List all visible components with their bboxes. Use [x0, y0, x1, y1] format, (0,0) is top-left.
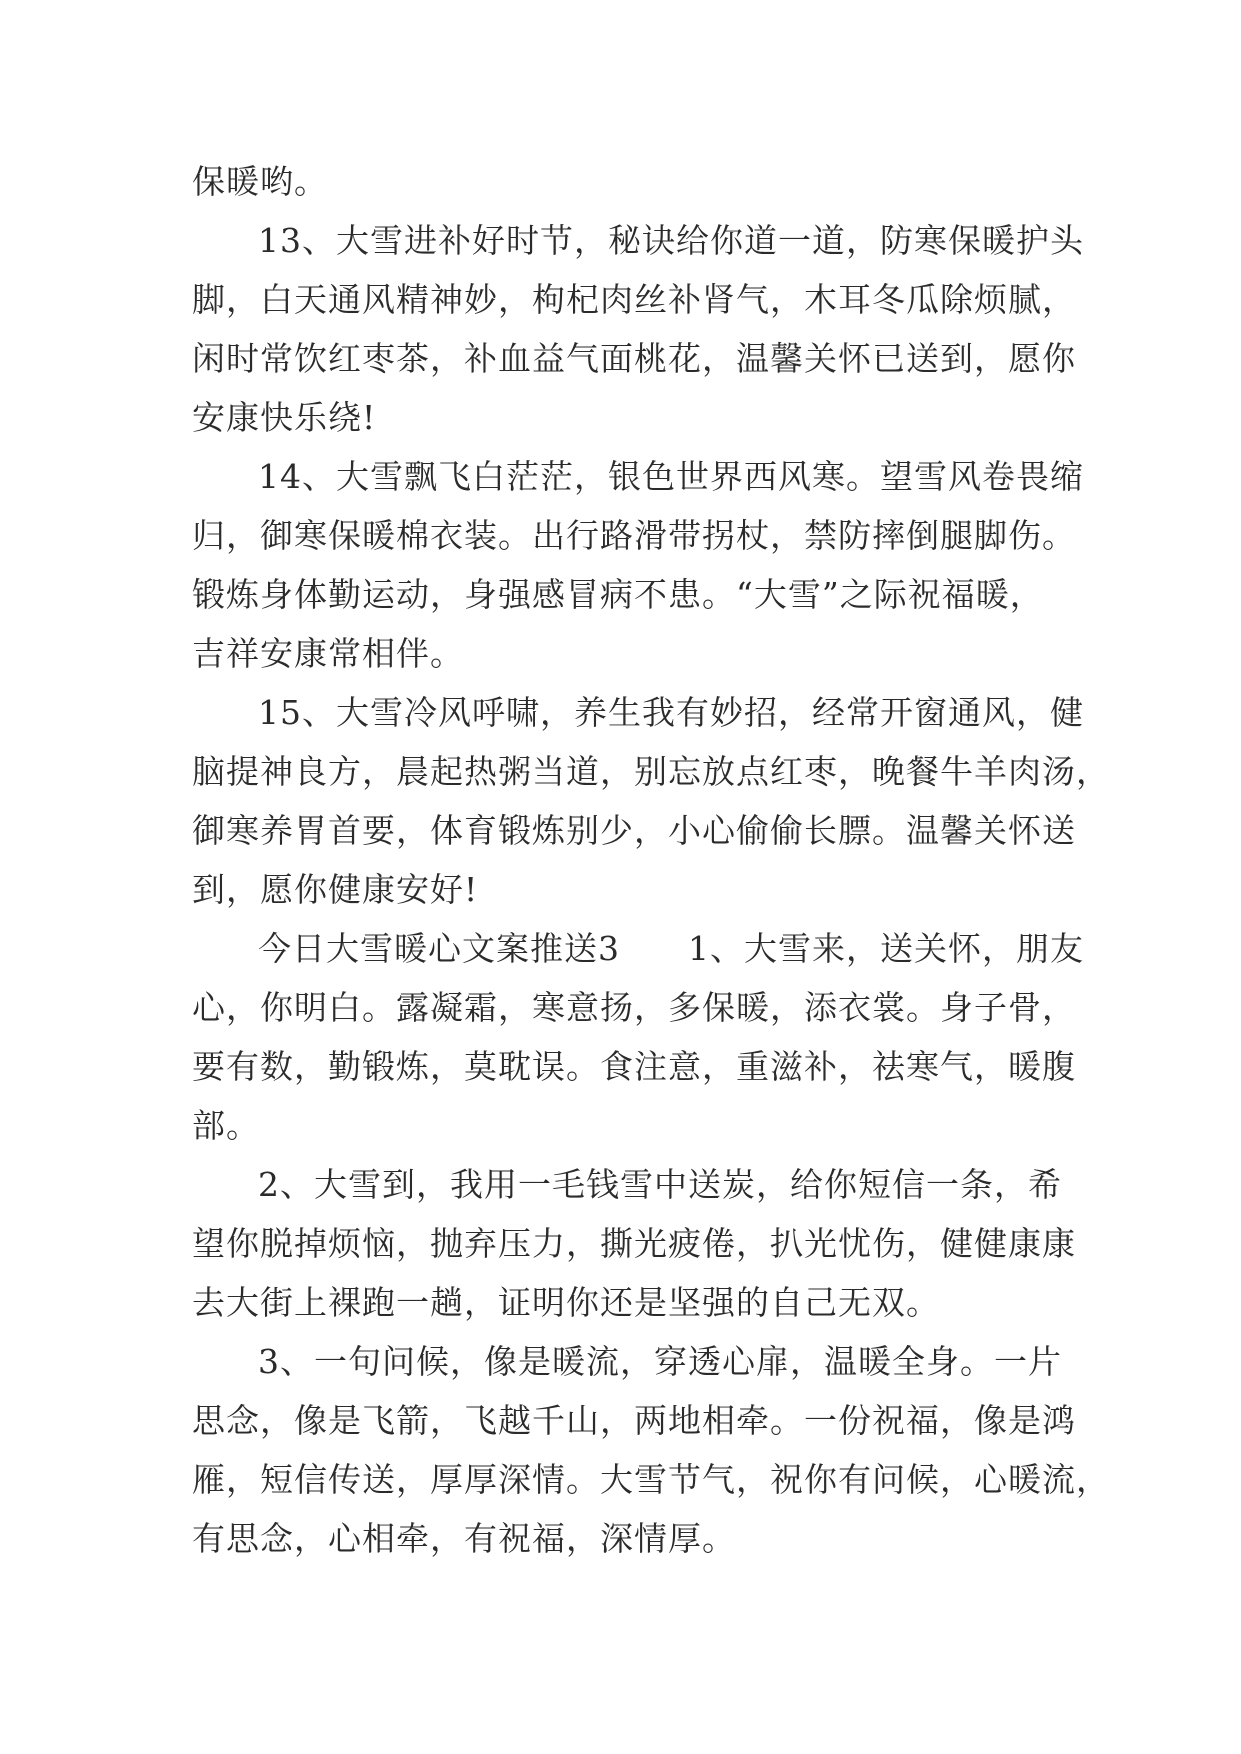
text-line: 保暖哟。 [192, 162, 328, 201]
text-line: 脚，白天通风精神妙，枸杞肉丝补肾气，木耳冬瓜除烦腻， [192, 280, 1076, 319]
text-line: 到，愿你健康安好! [192, 870, 479, 909]
text-line: 雁，短信传送，厚厚深情。大雪节气，祝你有问候，心暖流， [192, 1460, 1110, 1499]
text-line: 吉祥安康常相伴。 [192, 634, 464, 673]
text-line: 闲时常饮红枣茶，补血益气面桃花，温馨关怀已送到，愿你 [192, 339, 1076, 378]
text-line: 14、大雪飘飞白茫茫，银色世界西风寒。望雪风卷畏缩 [258, 457, 1084, 496]
text-line: 锻炼身体勤运动，身强感冒病不患。“大雪”之际祝福暖， [192, 575, 1044, 614]
text-line: 脑提神良方，晨起热粥当道，别忘放点红枣，晚餐牛羊肉汤， [192, 752, 1110, 791]
document-body [192, 152, 1110, 1568]
text-line: 安康快乐绕! [192, 398, 377, 437]
text-line: 有思念，心相牵，有祝福，深情厚。 [192, 1519, 736, 1558]
text-line: 御寒养胃首要，体育锻炼别少，小心偷偷长膘。温馨关怀送 [192, 811, 1076, 850]
text-line: 去大街上裸跑一趟，证明你还是坚强的自己无双。 [192, 1283, 940, 1322]
text-line: 13、大雪进补好时节，秘诀给你道一道，防寒保暖护头 [258, 221, 1084, 260]
text-line: 望你脱掉烦恼，抛弃压力，撕光疲倦，扒光忧伤，健健康康 [192, 1224, 1076, 1263]
text-line: 要有数，勤锻炼，莫耽误。食注意，重滋补，祛寒气，暖腹 [192, 1047, 1076, 1086]
text-line: 归，御寒保暖棉衣装。出行路滑带拐杖，禁防摔倒腿脚伤。 [192, 516, 1076, 555]
text-line: 部。 [192, 1106, 260, 1145]
text-line: 思念，像是飞箭，飞越千山，两地相牵。一份祝福，像是鸿 [192, 1401, 1076, 1440]
text-line: 2、大雪到，我用一毛钱雪中送炭，给你短信一条，希 [258, 1165, 1062, 1204]
text-line: 心，你明白。露凝霜，寒意扬，多保暖，添衣裳。身子骨， [192, 988, 1076, 1027]
text-line: 3、一句问候，像是暖流，穿透心扉，温暖全身。一片 [258, 1342, 1062, 1381]
text-line: 今日大雪暖心文案推送3 1、大雪来，送关怀，朋友 [258, 929, 1084, 968]
text-line: 15、大雪冷风呼啸，养生我有妙招，经常开窗通风，健 [258, 693, 1084, 732]
